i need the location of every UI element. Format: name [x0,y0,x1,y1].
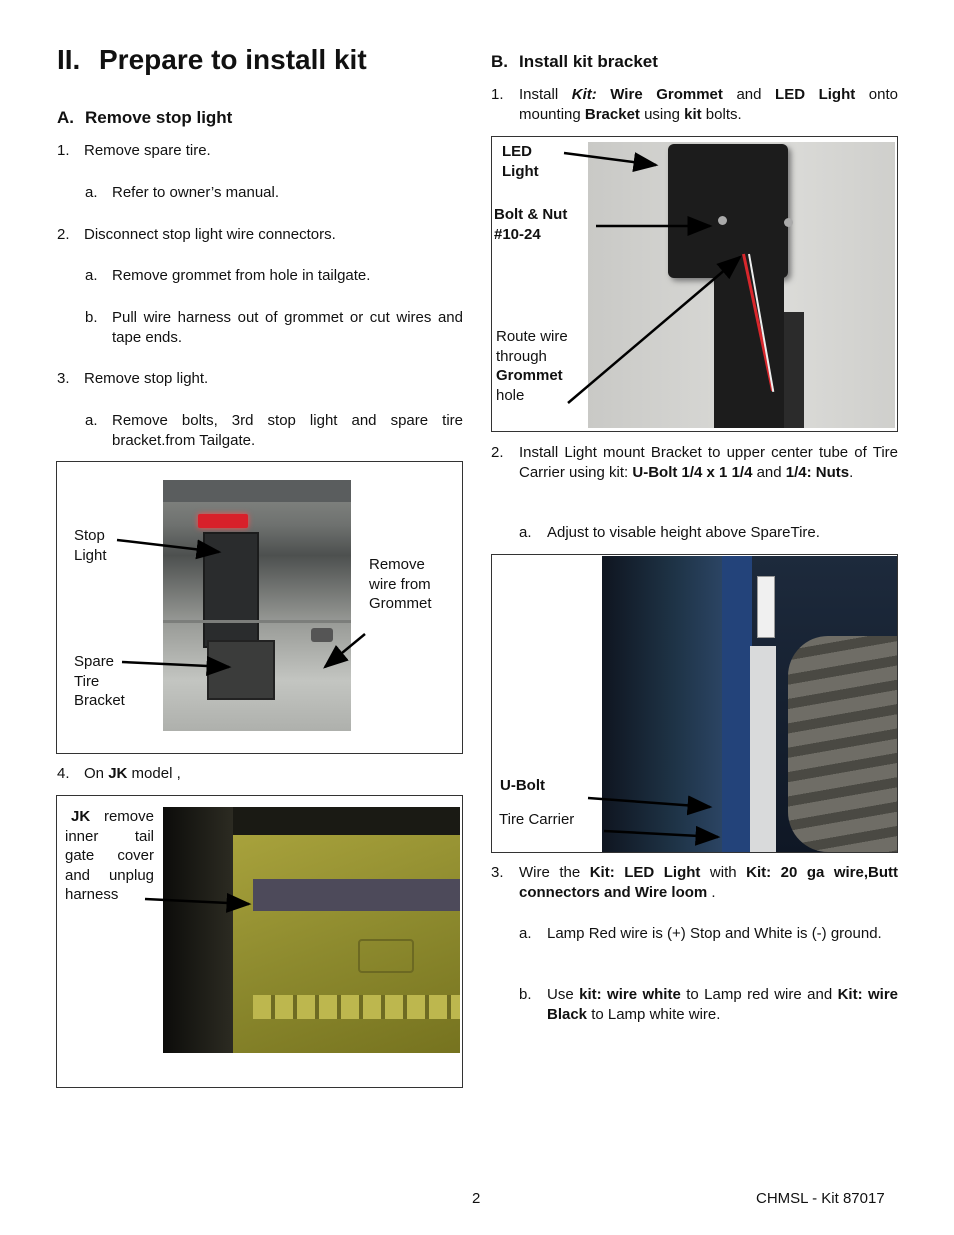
item-text: On [84,765,109,782]
item-letter: a. [85,412,98,429]
list-item [519,523,898,543]
caption-line: Bolt & Nut [494,206,568,223]
caption-line: Spare [74,653,115,670]
tailgate-hole [311,628,333,642]
caption-line: wire from [369,575,431,593]
list-item [491,443,898,503]
bolt-head [718,216,727,225]
item-text: Use [547,986,580,1003]
cover-vents [253,995,460,1019]
stop-light-lamp [198,514,248,528]
caption-line: Grommet [496,367,563,384]
caption-stop-light [74,526,107,565]
figure-stop-light [56,461,463,754]
item-bold: U-Bolt 1/4 x 1 1/4 [632,463,753,481]
light-mount-bracket [750,646,776,852]
caption-word: cover [117,847,154,864]
list-item [57,225,463,245]
list-item [491,85,898,125]
bracket-side [784,312,804,428]
item-text: model , [127,765,181,782]
cover-panel [253,879,460,911]
item-text: and [722,86,776,103]
tire-bracket-lower [207,640,275,700]
vehicle-body [602,556,722,852]
led-light-housing [668,144,788,278]
caption-line: through [496,347,547,365]
door-frame [163,807,233,1053]
tire-bracket-upper [203,532,259,648]
caption-bold: JK [71,808,91,825]
item-number: 3. [57,370,70,387]
item-bold: 1/4: Nuts [785,463,850,481]
item-text: using [639,105,685,123]
item-text: Wire the [519,864,590,881]
item-letter: a. [519,524,532,541]
carrier-tube [722,556,752,852]
jk-tailgate-photo [163,807,460,1053]
figure-led-bracket [491,136,898,432]
list-item [57,764,463,784]
item-letter: a. [85,184,98,201]
item-text: Disconnect stop light wire connectors. [84,226,336,243]
caption-jk [65,807,154,905]
item-text: and [752,463,786,481]
caption-remove-wire [369,555,432,614]
caption-line: Grommet [369,595,432,612]
caption-word: tail [134,827,154,845]
item-text: Install [519,86,572,103]
section-a-letter: A. [57,108,74,127]
caption-tire-carrier: Tire Carrier [499,811,575,828]
caption-line: Remove [369,556,425,573]
item-letter: b. [519,986,532,1003]
caption-led-light [502,142,539,181]
item-bold: Kit: [571,86,597,103]
list-item [519,985,898,1025]
section-a-title: Remove stop light [85,108,233,127]
item-bold: Wire Grommet [596,86,723,103]
title-number: II. [57,44,81,75]
item-text: Remove grommet from hole in tailgate. [112,267,371,284]
bracket-photo [588,142,895,428]
item-number: 3. [491,864,504,881]
item-text: onto mounting [519,86,898,123]
cover-emboss [358,939,414,973]
item-text: Remove spare tire. [84,142,211,159]
item-bold: LED Light [775,86,856,103]
caption-line: Light [74,546,107,564]
title-text: Prepare to install kit [99,44,367,75]
item-text: Remove bolts, 3rd stop light and spare tire bracket.from Tailgate. [112,412,463,449]
item-bold: Kit: LED Light [589,864,701,881]
section-b-heading [491,52,658,72]
section-b-letter: B. [491,52,508,71]
bolt-head [784,218,793,227]
item-bold: JK [108,765,128,782]
item-number: 2. [57,226,70,243]
item-bold: Kit: 20 ga wire,Butt connectors and Wire loom [519,864,899,901]
caption-line: Stop [74,527,105,544]
item-letter: a. [85,267,98,284]
item-text: . [849,463,854,481]
led-light [757,576,775,638]
tire-carrier-photo [602,556,897,852]
inner-tailgate-cover [233,835,460,1053]
caption-spare-tire-bracket [74,652,125,711]
item-bold: kit: wire white [579,986,681,1003]
item-text: Lamp Red wire is (+) Stop and White is (-) ground. [547,925,882,942]
list-item [85,266,463,286]
item-bold: Bracket [584,105,640,123]
item-number: 1. [491,86,504,103]
caption-line: Light [502,162,539,180]
caption-word: inner [65,827,99,845]
item-number: 1. [57,142,70,159]
caption-line: #10-24 [494,225,541,243]
item-text: Remove stop light. [84,370,209,387]
page-title [57,44,367,76]
caption-word: and [65,866,91,884]
item-text: to Lamp red wire and [680,986,838,1003]
section-b-title: Install kit bracket [519,52,658,71]
caption-line: Route wire [496,328,568,345]
item-text: to Lamp white wire. [587,1005,721,1023]
list-item [85,411,463,451]
page-number: 2 [472,1190,481,1207]
item-letter: a. [519,925,532,942]
tailgate-seam [163,620,351,623]
list-item [57,141,463,161]
caption-line: LED [502,143,532,160]
caption-line: remove [103,808,154,825]
figure-jk-tailgate [56,795,463,1088]
figure-tire-carrier [491,554,898,853]
item-number: 4. [57,765,70,782]
item-text: Adjust to visable height above SpareTire. [547,524,820,541]
item-number: 2. [491,444,504,461]
list-item [85,183,463,203]
item-text: Pull wire harness out of grommet or cut wires and tape ends. [112,309,463,346]
caption-line: harness [65,886,119,903]
item-bold: Kit: wire Black [547,986,899,1023]
caption-line: Bracket [74,692,125,709]
caption-line: Tire [74,672,100,690]
list-item [57,369,463,389]
item-text: bolts. [701,105,742,123]
item-text: . [707,883,716,901]
caption-bolt-nut [494,205,567,244]
caption-line: hole [496,386,525,404]
tailgate-photo [163,480,351,731]
mount-bracket [714,272,784,428]
item-text: Refer to owner’s manual. [112,184,280,201]
caption-ubolt: U-Bolt [500,777,545,794]
caption-route-wire [496,327,568,405]
item-text: with [700,864,747,881]
list-item [519,924,898,964]
interior-roof [163,480,351,502]
caption-word: gate [65,847,95,864]
document-id: CHMSL - Kit 87017 [756,1190,885,1207]
item-letter: b. [85,309,98,326]
list-item [85,308,463,348]
item-bold: kit [684,105,702,123]
spare-tire [788,636,897,852]
section-a-heading [57,108,232,128]
list-item [491,863,898,903]
caption-word: unplug [108,866,154,884]
item-text: Install Light mount Bracket to upper center tube of Tire Carrier using kit: [519,444,898,481]
